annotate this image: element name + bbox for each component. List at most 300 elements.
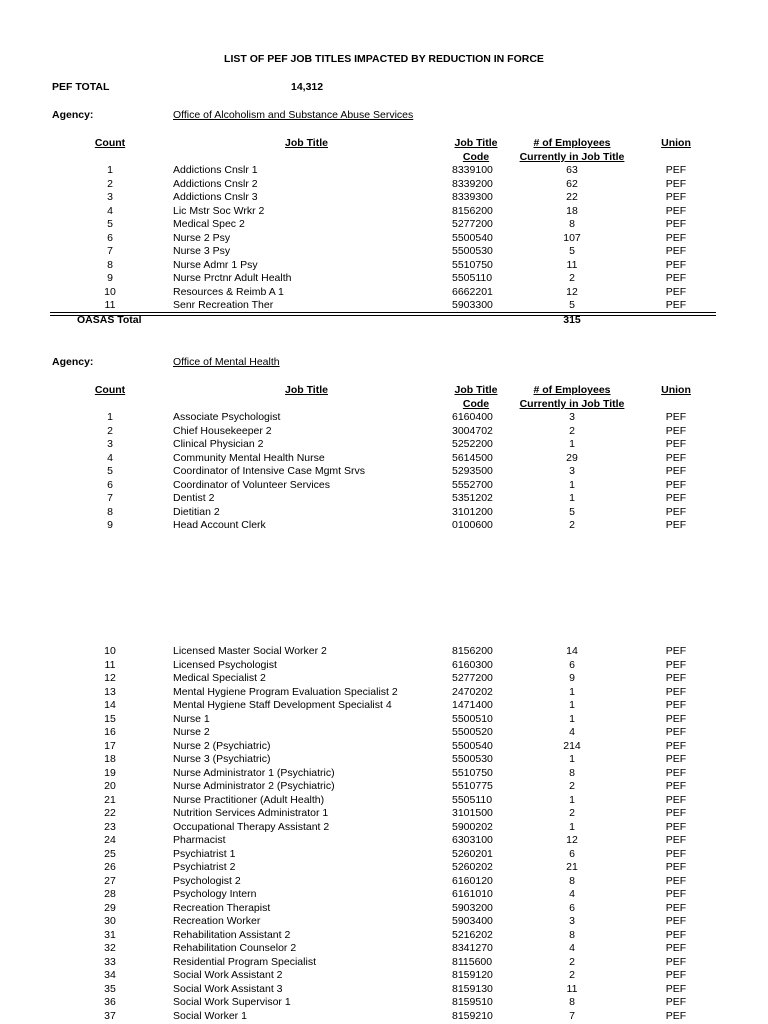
total-divider	[50, 312, 716, 313]
row-union: PEF	[665, 820, 687, 833]
table-row	[0, 519, 768, 533]
row-job-code: 8339300	[452, 191, 493, 203]
row-count: 5	[107, 465, 113, 477]
table-row	[0, 942, 768, 956]
row-job-code: 5510750	[452, 258, 493, 271]
row-job-title: Addictions Cnslr 2	[173, 177, 258, 190]
row-employee-count: 8	[569, 874, 575, 887]
table-row	[0, 452, 768, 466]
column-header	[0, 384, 768, 412]
row-count: 13	[104, 685, 116, 698]
row-union: PEF	[665, 218, 687, 230]
row-job-title: Senr Recreation Ther	[173, 299, 274, 311]
row-employee-count: 4	[569, 888, 575, 900]
row-employee-count: 2	[569, 424, 575, 437]
agency-name: Office of Alcoholism and Substance Abuse Services	[173, 109, 414, 121]
row-job-title: Psychiatrist 1	[173, 847, 236, 860]
row-count: 12	[104, 672, 116, 684]
row-count: 10	[104, 645, 116, 657]
row-count: 31	[104, 928, 116, 941]
header-code-line2: Code	[462, 398, 490, 410]
row-count: 7	[107, 245, 113, 257]
header-employees-line1: # of Employees	[533, 137, 611, 149]
row-union: PEF	[665, 969, 687, 981]
row-job-code: 6160120	[452, 874, 493, 887]
row-union: PEF	[665, 465, 687, 477]
row-job-code: 8159510	[452, 996, 493, 1008]
row-job-code: 5510775	[452, 780, 493, 792]
row-employee-count: 1	[569, 478, 575, 491]
table-row	[0, 411, 768, 425]
row-employee-count: 1	[569, 820, 575, 833]
row-employee-count: 107	[563, 231, 581, 244]
row-employee-count: 63	[566, 164, 578, 176]
table-row	[0, 861, 768, 875]
row-employee-count: 62	[566, 177, 578, 190]
header-code-line1: Job Title	[454, 137, 498, 149]
row-union: PEF	[665, 726, 687, 738]
row-count: 10	[104, 285, 116, 298]
row-union: PEF	[665, 901, 687, 914]
row-job-title: Psychologist 2	[173, 874, 241, 887]
table-row	[0, 645, 768, 659]
row-union: PEF	[665, 928, 687, 941]
row-job-title: Rehabilitation Counselor 2	[173, 942, 297, 954]
table-row	[0, 272, 768, 286]
row-employee-count: 29	[566, 451, 578, 464]
oasas-total-label: OASAS Total	[77, 314, 142, 326]
row-job-title: Mental Hygiene Program Evaluation Specialist 2	[173, 685, 398, 698]
row-union: PEF	[665, 658, 687, 671]
row-count: 2	[107, 177, 113, 190]
row-count: 4	[107, 451, 113, 464]
row-count: 9	[107, 519, 113, 531]
row-union: PEF	[665, 807, 687, 819]
row-employee-count: 8	[569, 996, 575, 1008]
row-union: PEF	[665, 411, 687, 423]
row-job-code: 8159130	[452, 982, 493, 995]
row-job-title: Dietitian 2	[173, 505, 220, 518]
table-row	[0, 425, 768, 439]
table-row	[0, 969, 768, 983]
row-count: 24	[104, 834, 116, 846]
row-job-code: 5903400	[452, 915, 493, 927]
row-job-title: Head Account Clerk	[173, 519, 266, 531]
row-count: 29	[104, 901, 116, 914]
row-job-title: Residential Program Specialist	[173, 955, 316, 968]
row-job-title: Coordinator of Volunteer Services	[173, 478, 331, 491]
row-job-title: Social Work Supervisor 1	[173, 996, 291, 1008]
row-count: 25	[104, 847, 116, 860]
row-union: PEF	[665, 191, 687, 203]
row-job-title: Nurse Prctnr Adult Health	[173, 272, 292, 284]
table-row	[0, 286, 768, 300]
row-job-code: 6160400	[452, 411, 493, 423]
table-row	[0, 753, 768, 767]
row-job-title: Social Work Assistant 3	[173, 982, 283, 995]
row-employee-count: 2	[569, 780, 575, 792]
row-union: PEF	[665, 451, 687, 464]
row-union: PEF	[665, 285, 687, 298]
row-employee-count: 1	[569, 712, 575, 725]
row-employee-count: 2	[569, 955, 575, 968]
row-employee-count: 7	[569, 1009, 575, 1022]
table-row	[0, 164, 768, 178]
agency-name: Office of Mental Health	[173, 356, 280, 368]
row-job-code: 6303100	[452, 834, 493, 846]
row-union: PEF	[665, 478, 687, 491]
header-employees-line1: # of Employees	[533, 384, 611, 396]
row-employee-count: 21	[566, 861, 578, 873]
row-job-title: Nurse 3 (Psychiatric)	[173, 753, 271, 765]
row-employee-count: 5	[569, 299, 575, 311]
row-count: 32	[104, 942, 116, 954]
row-job-title: Medical Specialist 2	[173, 672, 266, 684]
table-row	[0, 915, 768, 929]
row-employee-count: 5	[569, 245, 575, 257]
table-row	[0, 713, 768, 727]
row-job-code: 5900202	[452, 820, 493, 833]
row-union: PEF	[665, 231, 687, 244]
row-job-code: 8159210	[452, 1009, 493, 1022]
row-count: 23	[104, 820, 116, 833]
row-job-title: Dentist 2	[173, 492, 215, 504]
row-job-code: 5500530	[452, 753, 493, 765]
row-count: 1	[107, 164, 113, 176]
row-job-code: 0100600	[452, 519, 493, 531]
row-union: PEF	[665, 177, 687, 190]
row-job-code: 5277200	[452, 218, 493, 230]
row-employee-count: 1	[569, 699, 575, 711]
row-job-code: 5351202	[452, 492, 493, 504]
table-row	[0, 983, 768, 997]
row-employee-count: 6	[569, 658, 575, 671]
row-job-code: 5252200	[452, 438, 493, 450]
row-job-code: 6662201	[452, 285, 493, 298]
row-job-title: Psychiatrist 2	[173, 861, 236, 873]
row-count: 6	[107, 478, 113, 491]
table-row	[0, 740, 768, 754]
row-count: 11	[104, 658, 116, 671]
row-employee-count: 1	[569, 753, 575, 765]
row-job-title: Social Worker 1	[173, 1009, 247, 1022]
row-union: PEF	[665, 888, 687, 900]
row-count: 8	[107, 505, 113, 518]
table-row	[0, 875, 768, 889]
row-union: PEF	[665, 739, 687, 752]
row-job-code: 5505110	[452, 272, 493, 284]
row-job-code: 2470202	[452, 685, 493, 698]
row-job-title: Licensed Psychologist	[173, 658, 277, 671]
row-job-title: Mental Hygiene Staff Development Specialist 4	[173, 699, 392, 711]
row-union: PEF	[665, 685, 687, 698]
row-job-code: 5277200	[452, 672, 493, 684]
table-row	[0, 218, 768, 232]
table-row	[0, 205, 768, 219]
row-count: 37	[104, 1009, 116, 1022]
row-union: PEF	[665, 793, 687, 806]
row-job-title: Social Work Assistant 2	[173, 969, 283, 981]
row-employee-count: 214	[563, 739, 581, 752]
table-row	[0, 659, 768, 673]
row-union: PEF	[665, 645, 687, 657]
row-employee-count: 1	[569, 793, 575, 806]
row-count: 1	[107, 411, 113, 423]
row-union: PEF	[665, 712, 687, 725]
row-job-title: Chief Housekeeper 2	[173, 424, 272, 437]
table-row	[0, 888, 768, 902]
table-row	[0, 299, 768, 313]
row-job-title: Addictions Cnslr 3	[173, 191, 258, 203]
row-job-code: 8156200	[452, 645, 493, 657]
row-count: 28	[104, 888, 116, 900]
row-job-title: Nurse 2 (Psychiatric)	[173, 739, 271, 752]
row-union: PEF	[665, 519, 687, 531]
row-union: PEF	[665, 780, 687, 792]
table-row	[0, 1010, 768, 1024]
row-count: 9	[107, 272, 113, 284]
row-job-code: 5293500	[452, 465, 493, 477]
row-count: 15	[104, 712, 116, 725]
row-union: PEF	[665, 982, 687, 995]
row-employee-count: 1	[569, 685, 575, 698]
row-job-title: Nurse Administrator 2 (Psychiatric)	[173, 780, 335, 792]
row-employee-count: 3	[569, 465, 575, 477]
row-employee-count: 11	[566, 258, 578, 271]
row-count: 6	[107, 231, 113, 244]
table-row	[0, 465, 768, 479]
row-employee-count: 2	[569, 519, 575, 531]
header-count: Count	[94, 137, 126, 149]
row-job-title: Nurse 3 Psy	[173, 245, 231, 257]
row-union: PEF	[665, 915, 687, 927]
row-employee-count: 11	[566, 982, 578, 995]
row-union: PEF	[665, 245, 687, 257]
row-job-code: 5552700	[452, 478, 493, 491]
header-code-line2: Code	[462, 151, 490, 163]
row-employee-count: 8	[569, 928, 575, 941]
row-job-code: 8339100	[452, 164, 493, 176]
row-job-code: 5500540	[452, 231, 493, 244]
row-job-code: 8341270	[452, 942, 493, 954]
table-row	[0, 807, 768, 821]
table-row	[0, 794, 768, 808]
row-job-code: 3101500	[452, 807, 493, 819]
header-job-title: Job Title	[285, 137, 328, 149]
row-job-title: Nurse 1	[173, 712, 210, 725]
document-title: LIST OF PEF JOB TITLES IMPACTED BY REDUCTION IN FORCE	[224, 53, 544, 65]
row-union: PEF	[665, 847, 687, 860]
table-row	[0, 479, 768, 493]
row-union: PEF	[665, 834, 687, 846]
row-employee-count: 6	[569, 847, 575, 860]
row-job-code: 1471400	[452, 699, 493, 711]
table-row	[0, 848, 768, 862]
row-job-code: 5500540	[452, 739, 493, 752]
table-row	[0, 672, 768, 686]
table-row	[0, 492, 768, 506]
row-union: PEF	[665, 424, 687, 437]
table-row	[0, 191, 768, 205]
row-job-code: 3101200	[452, 505, 493, 518]
row-job-title: Licensed Master Social Worker 2	[173, 645, 327, 657]
row-union: PEF	[665, 505, 687, 518]
row-job-title: Addictions Cnslr 1	[173, 164, 258, 176]
row-employee-count: 22	[566, 191, 578, 203]
row-count: 35	[104, 982, 116, 995]
row-job-title: Nurse Practitioner (Adult Health)	[173, 793, 325, 806]
table-row	[0, 902, 768, 916]
row-job-title: Recreation Worker	[173, 915, 261, 927]
row-employee-count: 9	[569, 672, 575, 684]
row-employee-count: 1	[569, 438, 575, 450]
row-count: 36	[104, 996, 116, 1008]
pef-total-label: PEF TOTAL	[52, 81, 110, 93]
row-job-title: Pharmacist	[173, 834, 226, 846]
row-job-code: 5510750	[452, 766, 493, 779]
row-job-title: Nurse 2	[173, 726, 210, 738]
row-job-code: 3004702	[452, 424, 493, 437]
row-count: 14	[104, 699, 116, 711]
row-job-code: 5500510	[452, 712, 493, 725]
row-count: 26	[104, 861, 116, 873]
table-row	[0, 767, 768, 781]
row-job-title: Nurse Admr 1 Psy	[173, 258, 258, 271]
table-row	[0, 834, 768, 848]
table-row	[0, 245, 768, 259]
header-count: Count	[94, 384, 126, 396]
row-job-code: 6161010	[452, 888, 493, 900]
row-count: 7	[107, 492, 113, 504]
header-union: Union	[661, 384, 691, 396]
row-job-code: 5500530	[452, 245, 493, 257]
row-job-title: Clinical Physician 2	[173, 438, 264, 450]
row-employee-count: 18	[566, 204, 578, 217]
row-employee-count: 5	[569, 505, 575, 518]
row-employee-count: 14	[566, 645, 578, 657]
row-job-code: 8115600	[452, 955, 493, 968]
row-employee-count: 2	[569, 807, 575, 819]
row-count: 4	[107, 204, 113, 217]
row-count: 18	[104, 753, 116, 765]
table-row	[0, 232, 768, 246]
row-job-code: 8339200	[452, 177, 493, 190]
row-union: PEF	[665, 204, 687, 217]
row-count: 19	[104, 766, 116, 779]
row-job-title: Nurse 2 Psy	[173, 231, 231, 244]
table-row	[0, 956, 768, 970]
row-union: PEF	[665, 1009, 687, 1022]
row-job-code: 5260202	[452, 861, 493, 873]
table-row	[0, 438, 768, 452]
row-union: PEF	[665, 942, 687, 954]
row-job-title: Nutrition Services Administrator 1	[173, 807, 329, 819]
row-employee-count: 4	[569, 942, 575, 954]
row-union: PEF	[665, 164, 687, 176]
row-job-title: Associate Psychologist	[173, 411, 281, 423]
row-job-code: 8156200	[452, 204, 493, 217]
agency-label: Agency:	[52, 109, 94, 121]
row-job-title: Rehabilitation Assistant 2	[173, 928, 291, 941]
row-job-code: 6160300	[452, 658, 493, 671]
table-row	[0, 929, 768, 943]
table-row	[0, 178, 768, 192]
row-union: PEF	[665, 861, 687, 873]
row-job-code: 5903200	[452, 901, 493, 914]
row-count: 3	[107, 191, 113, 203]
row-job-title: Medical Spec 2	[173, 218, 245, 230]
row-union: PEF	[665, 874, 687, 887]
row-count: 34	[104, 969, 116, 981]
row-union: PEF	[665, 272, 687, 284]
row-employee-count: 1	[569, 492, 575, 504]
header-employees-line2: Currently in Job Title	[519, 151, 625, 163]
table-row	[0, 686, 768, 700]
row-count: 20	[104, 780, 116, 792]
row-employee-count: 2	[569, 969, 575, 981]
row-count: 21	[104, 793, 116, 806]
row-count: 30	[104, 915, 116, 927]
row-job-code: 5260201	[452, 847, 493, 860]
row-job-title: Coordinator of Intensive Case Mgmt Srvs	[173, 465, 365, 477]
row-union: PEF	[665, 258, 687, 271]
row-employee-count: 12	[566, 285, 578, 298]
row-job-code: 5903300	[452, 299, 493, 311]
row-employee-count: 3	[569, 915, 575, 927]
row-employee-count: 3	[569, 411, 575, 423]
row-job-title: Community Mental Health Nurse	[173, 451, 325, 464]
row-union: PEF	[665, 996, 687, 1008]
row-employee-count: 8	[569, 218, 575, 230]
header-union: Union	[661, 137, 691, 149]
row-count: 5	[107, 218, 113, 230]
row-job-code: 5614500	[452, 451, 493, 464]
row-union: PEF	[665, 438, 687, 450]
column-header	[0, 137, 768, 165]
row-union: PEF	[665, 672, 687, 684]
header-code-line1: Job Title	[454, 384, 498, 396]
row-job-title: Nurse Administrator 1 (Psychiatric)	[173, 766, 335, 779]
row-job-title: Recreation Therapist	[173, 901, 271, 914]
row-employee-count: 4	[569, 726, 575, 738]
row-job-code: 8159120	[452, 969, 493, 981]
row-employee-count: 12	[566, 834, 578, 846]
row-count: 33	[104, 955, 116, 968]
row-count: 2	[107, 424, 113, 437]
row-union: PEF	[665, 955, 687, 968]
row-job-code: 5500520	[452, 726, 493, 738]
row-count: 27	[104, 874, 116, 887]
row-employee-count: 8	[569, 766, 575, 779]
row-union: PEF	[665, 753, 687, 765]
row-job-title: Lic Mstr Soc Wrkr 2	[173, 204, 265, 217]
row-count: 17	[104, 739, 116, 752]
pef-total-value: 14,312	[291, 81, 324, 93]
row-count: 11	[104, 299, 116, 311]
table-row	[0, 259, 768, 273]
row-count: 3	[107, 438, 113, 450]
header-employees-line2: Currently in Job Title	[519, 398, 625, 410]
row-count: 22	[104, 807, 116, 819]
row-count: 8	[107, 258, 113, 271]
table-row	[0, 996, 768, 1010]
row-employee-count: 2	[569, 272, 575, 284]
row-employee-count: 6	[569, 901, 575, 914]
table-row	[0, 699, 768, 713]
table-row	[0, 726, 768, 740]
table-row	[0, 780, 768, 794]
table-row	[0, 821, 768, 835]
